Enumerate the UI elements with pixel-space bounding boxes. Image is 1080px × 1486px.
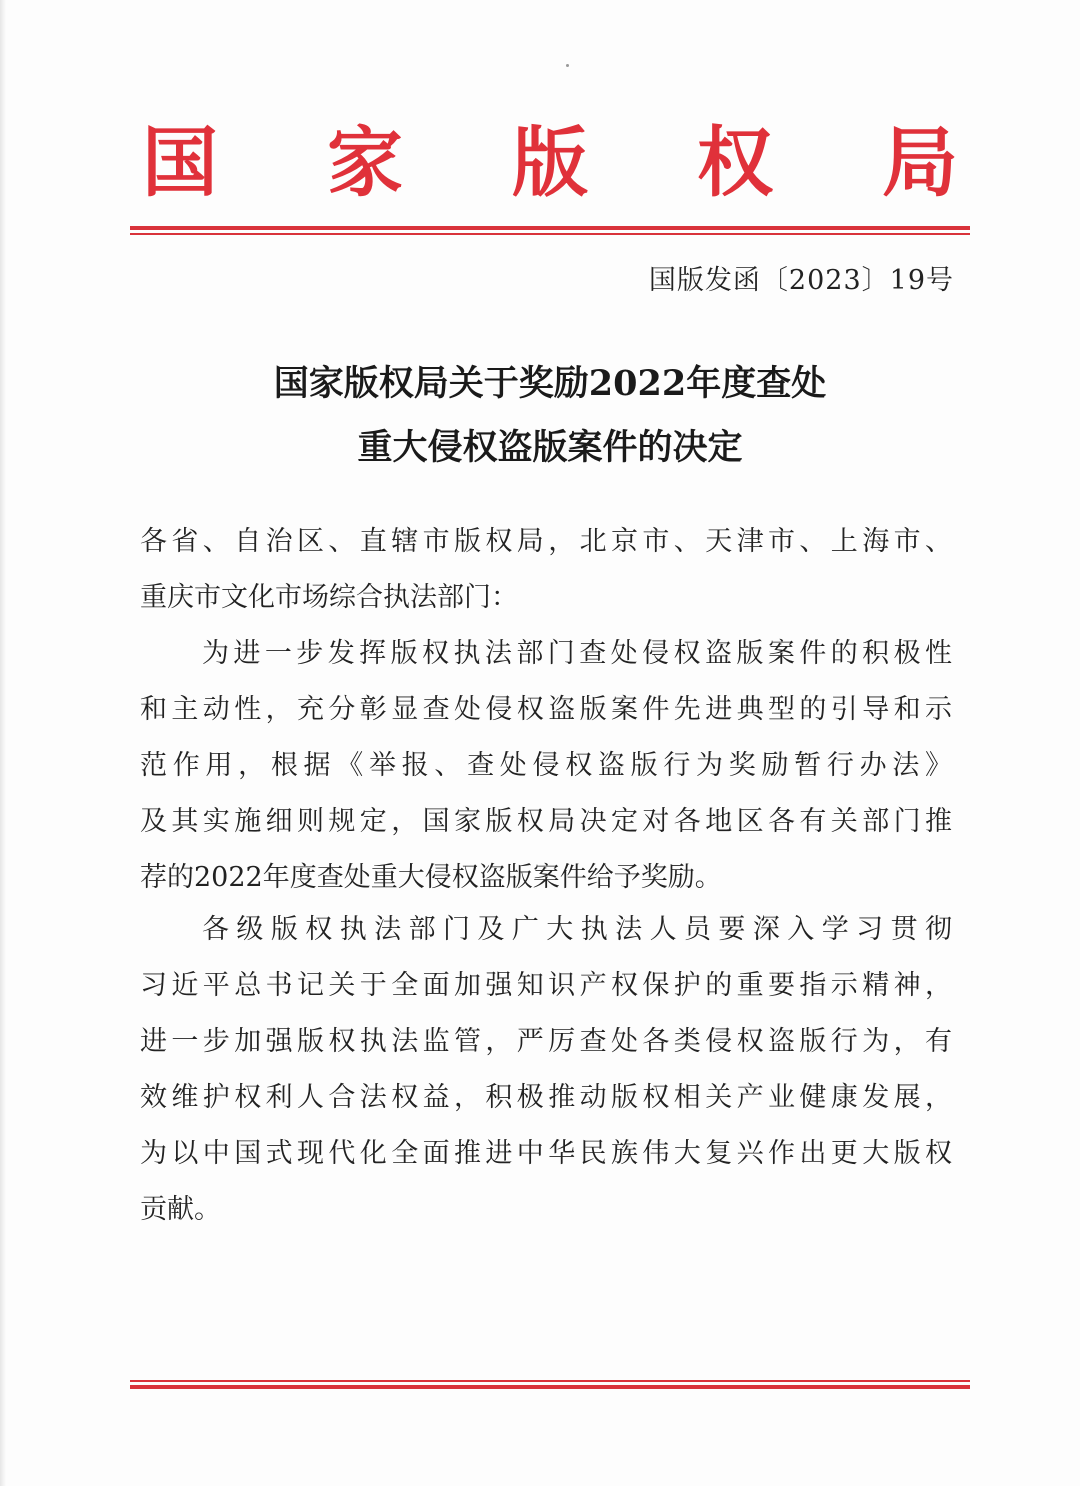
document-title-line-2: 重大侵权盗版案件的决定 xyxy=(357,427,743,468)
paragraph-line: 为以中国式现代化全面推进中华民族伟大复兴作出更大版权 xyxy=(140,1138,952,1169)
paragraph-line: 及其实施细则规定，国家版权局决定对各地区各有关部门推 xyxy=(140,806,952,837)
document-title-line-1: 国家版权局关于奖励2022年度查处 xyxy=(273,363,827,404)
scan-speck xyxy=(566,64,569,67)
divider-thin-line xyxy=(130,233,970,235)
paragraph-1 xyxy=(140,626,952,906)
header-char: 国 xyxy=(142,118,218,207)
issuer-header xyxy=(130,118,970,208)
footer-divider xyxy=(130,1380,970,1390)
paragraph-2 xyxy=(140,902,952,1238)
paragraph-line: 为进一步发挥版权执法部门查处侵权盗版案件的积极性 xyxy=(202,638,952,669)
salutation-line: 各省、自治区、直辖市版权局，北京市、天津市、上海市、 xyxy=(140,526,952,557)
paragraph-line: 和主动性，充分彰显查处侵权盗版案件先进典型的引导和示 xyxy=(140,694,952,725)
header-char: 局 xyxy=(882,118,958,207)
header-char: 版 xyxy=(512,118,588,207)
paragraph-line: 进一步加强版权执法监管，严厉查处各类侵权盗版行为，有 xyxy=(140,1026,952,1057)
divider-thick-line xyxy=(130,1385,970,1389)
paragraph-line: 范作用，根据《举报、查处侵权盗版行为奖励暂行办法》 xyxy=(140,750,952,781)
paragraph-line: 习近平总书记关于全面加强知识产权保护的重要指示精神， xyxy=(140,970,952,1001)
paragraph-line: 贡献。 xyxy=(140,1194,221,1225)
header-divider xyxy=(130,226,970,236)
paragraph-line: 荐的2022年度查处重大侵权盗版案件给予奖励。 xyxy=(140,862,722,893)
salutation-line: 重庆市文化市场综合执法部门： xyxy=(140,582,518,613)
paragraph-line: 各级版权执法部门及广大执法人员要深入学习贯彻 xyxy=(202,914,952,945)
header-char: 权 xyxy=(697,118,773,207)
page-edge-shadow xyxy=(0,0,6,1486)
salutation xyxy=(140,514,952,626)
document-number: 国版发函〔2023〕19号 xyxy=(648,265,954,296)
header-char: 家 xyxy=(327,118,403,207)
paragraph-line: 效维护权利人合法权益，积极推动版权相关产业健康发展， xyxy=(140,1082,952,1113)
